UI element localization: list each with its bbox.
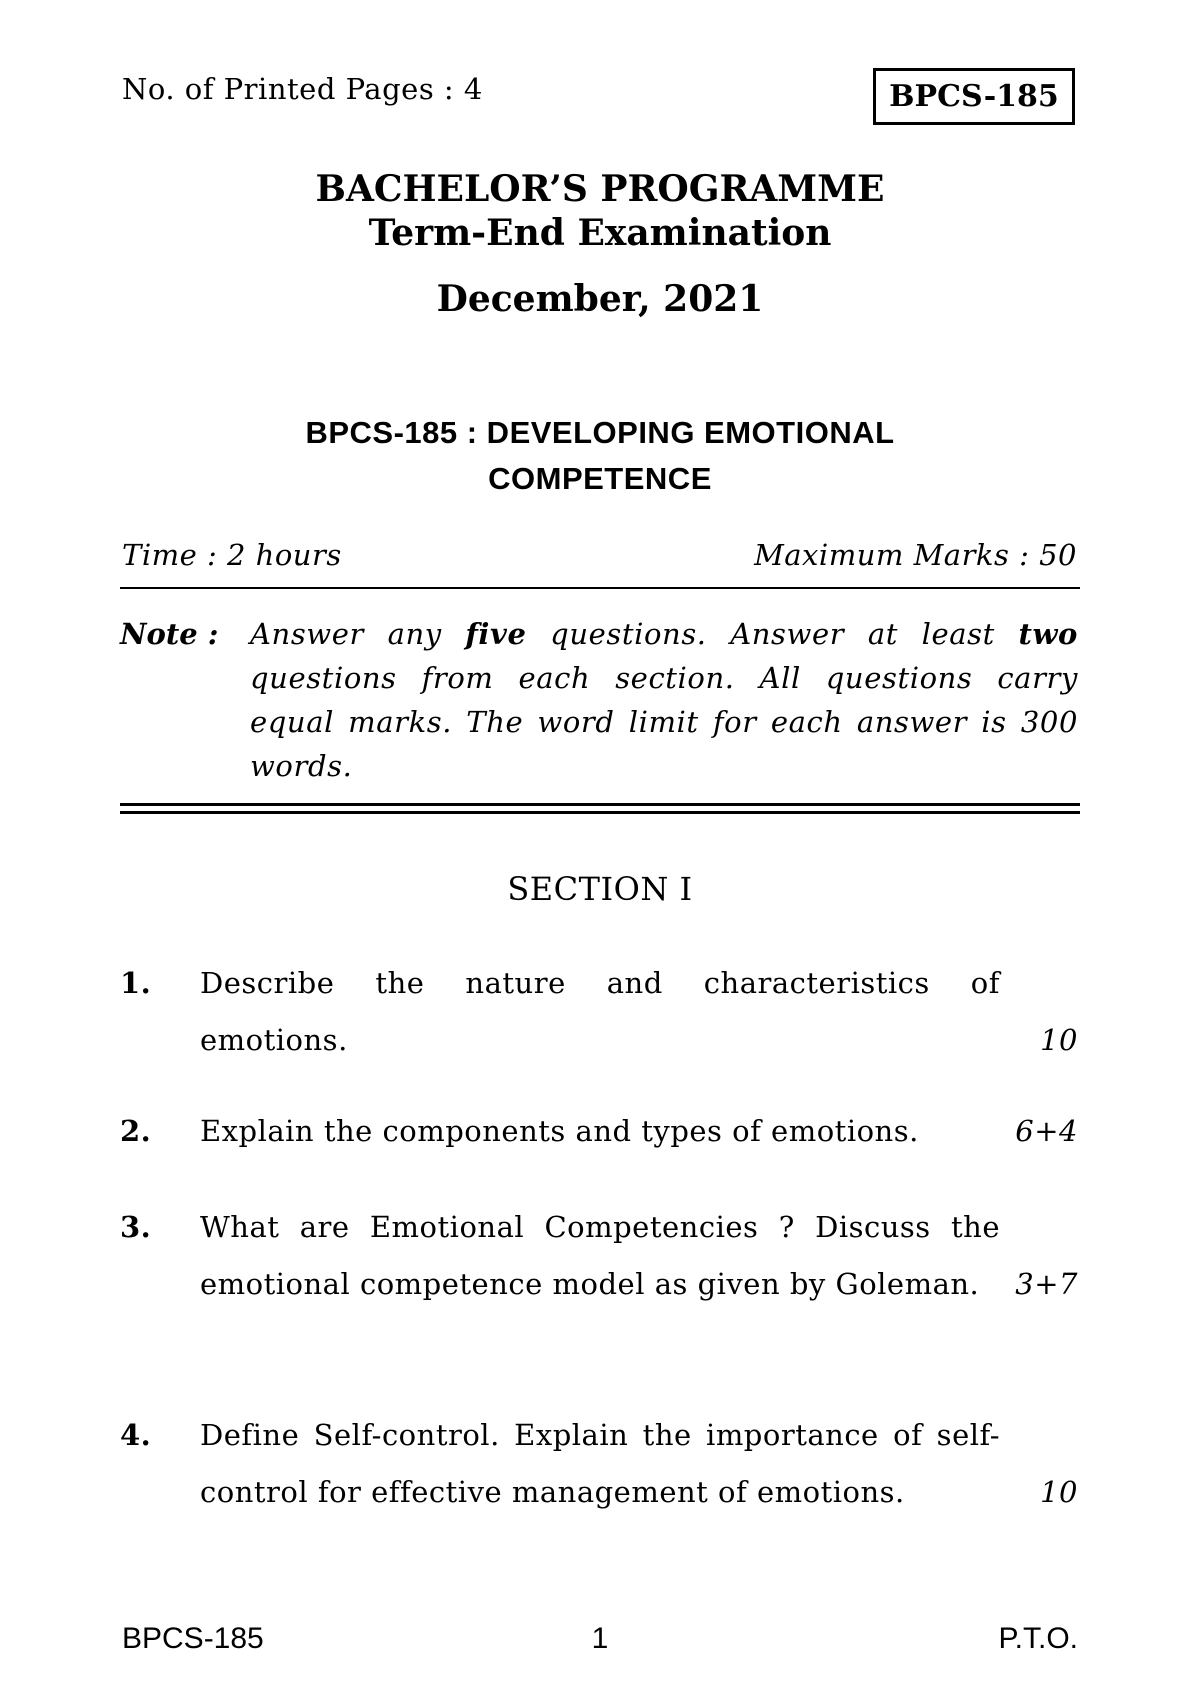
note-text-part-3: questions from each section. All questions carry equal marks. The word limit for each answer is 300 words.	[250, 661, 1078, 783]
question-body	[200, 1199, 1078, 1313]
printed-pages-count: No. of Printed Pages : 4	[122, 72, 483, 106]
paper-code-box: BPCS-185	[873, 68, 1075, 125]
divider-single	[120, 587, 1080, 589]
question-text: Describe the nature and characteristics of emotions.	[200, 966, 1000, 1057]
question-marks: 10	[1040, 1023, 1078, 1057]
question-body	[200, 1407, 1078, 1521]
question-marks: 3+7	[1015, 1267, 1078, 1301]
question-2	[120, 1103, 1078, 1160]
question-number: 1.	[120, 966, 152, 1000]
note-text	[250, 612, 1078, 788]
exam-date: December, 2021	[436, 278, 764, 320]
footer-page-number: 1	[591, 1622, 609, 1655]
time-allowed: Time : 2 hours	[122, 538, 342, 572]
course-title-line-1: BPCS-185 : DEVELOPING EMOTIONAL	[305, 415, 895, 450]
instructions-note	[120, 612, 1078, 788]
question-number: 3.	[120, 1210, 152, 1244]
question-4	[120, 1407, 1078, 1521]
question-3	[120, 1199, 1078, 1313]
question-marks: 6+4	[1015, 1114, 1078, 1148]
question-number: 2.	[120, 1114, 152, 1148]
course-title-line-2: COMPETENCE	[488, 461, 712, 496]
note-text-part-2: questions. Answer at least	[526, 617, 1019, 651]
question-1	[120, 955, 1078, 1069]
question-text: Explain the components and types of emotions.	[200, 1114, 919, 1148]
note-emphasis-five: five	[465, 617, 527, 651]
question-text: Define Self-control. Explain the importance of self-control for effective management of emotions.	[200, 1418, 1000, 1509]
question-text: What are Emotional Competencies ? Discuss the emotional competence model as given by Goleman.	[200, 1210, 1000, 1301]
question-marks: 10	[1040, 1475, 1078, 1509]
note-emphasis-two: two	[1018, 617, 1078, 651]
course-title	[200, 410, 1000, 502]
note-label: Note :	[120, 617, 219, 651]
question-body	[200, 1103, 1078, 1160]
question-body	[200, 955, 1078, 1069]
question-number: 4.	[120, 1418, 152, 1452]
programme-title: BACHELOR’S PROGRAMME	[315, 168, 885, 210]
section-heading: SECTION I	[507, 870, 693, 908]
exam-title: Term-End Examination	[368, 212, 832, 254]
footer-pto: P.T.O.	[998, 1622, 1078, 1655]
divider-double	[120, 803, 1080, 814]
maximum-marks: Maximum Marks : 50	[754, 538, 1077, 572]
note-text-part-1: Answer any	[250, 617, 466, 651]
time-marks-row	[122, 538, 1077, 572]
footer-paper-code: BPCS-185	[122, 1622, 264, 1655]
